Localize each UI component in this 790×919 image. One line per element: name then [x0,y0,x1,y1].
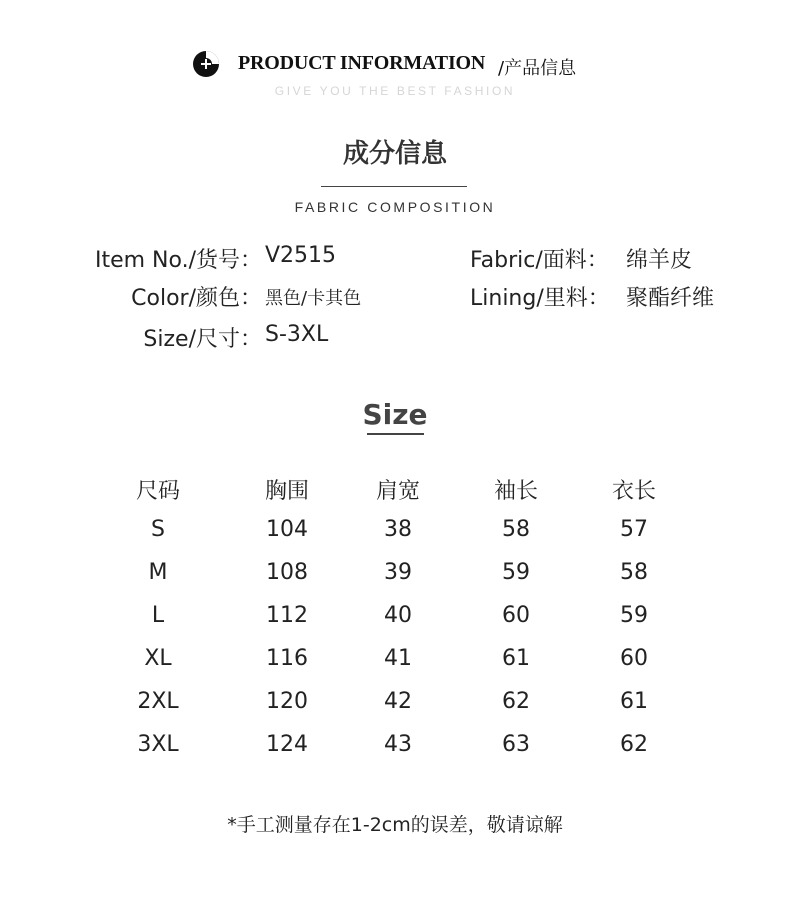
tagline: GIVE YOU THE BEST FASHION [274,84,516,98]
cell-size: 2XL [137,689,179,714]
header-sleeve: 袖长 [493,479,538,504]
cell-size: L [151,603,165,628]
product-info-header [192,48,612,80]
cell-sleeve: 59 [502,560,530,585]
color-value: 黑色/卡其色 [265,288,362,309]
fabric-label: Fabric/面料： [470,248,609,273]
page-title-en: PRODUCT INFORMATION [238,52,486,74]
cell-chest: 120 [266,689,308,714]
cell-chest: 116 [266,646,308,671]
cell-size: M [148,560,168,585]
cell-length: 58 [620,560,648,585]
size-title-underline [367,433,424,435]
cell-shoulder: 40 [384,603,412,628]
size-label: Size/尺寸： [143,327,262,352]
size-value: S-3XL [265,322,329,347]
cell-length: 62 [620,732,648,757]
table-row [98,517,698,560]
section-divider [321,186,467,187]
cell-sleeve: 63 [502,732,530,757]
table-row [98,603,698,646]
cell-shoulder: 42 [384,689,412,714]
section-title-cn: 成分信息 [342,139,447,169]
cell-size: S [151,517,165,542]
cell-length: 57 [620,517,648,542]
table-row [98,689,698,732]
info-row-size [0,322,790,352]
table-row [98,560,698,603]
cell-size: 3XL [137,732,179,757]
cell-sleeve: 60 [502,603,530,628]
table-row [98,646,698,689]
lining-label: Lining/里料： [470,286,610,311]
header-length: 衣长 [611,479,656,504]
cell-chest: 104 [266,517,308,542]
size-table [98,474,698,775]
cell-shoulder: 38 [384,517,412,542]
item-no-value: V2515 [265,243,337,268]
cell-shoulder: 39 [384,560,412,585]
info-row-fabric [0,243,790,273]
cell-length: 61 [620,689,648,714]
cell-sleeve: 61 [502,646,530,671]
cell-sleeve: 62 [502,689,530,714]
color-label: Color/颜色： [131,286,262,311]
cell-length: 59 [620,603,648,628]
cell-shoulder: 41 [384,646,412,671]
header-chest: 胸围 [264,479,309,504]
cell-shoulder: 43 [384,732,412,757]
info-row-lining [0,281,790,311]
measurement-note: *手工测量存在1-2cm的误差，敬请谅解 [227,814,563,836]
item-no-label: Item No./货号： [94,248,262,273]
cell-chest: 124 [266,732,308,757]
cell-size: XL [144,646,172,671]
header-shoulder: 肩宽 [375,479,420,504]
section-title-en: FABRIC COMPOSITION [294,199,496,215]
cell-length: 60 [620,646,648,671]
page-title-cn: /产品信息 [498,58,577,79]
plus-circle-icon [192,50,220,78]
cell-sleeve: 58 [502,517,530,542]
table-header-row [98,474,698,517]
cell-chest: 108 [266,560,308,585]
cell-chest: 112 [266,603,308,628]
size-chart-title: Size [362,398,428,431]
table-row [98,732,698,775]
header-size: 尺码 [135,479,180,504]
fabric-value: 绵羊皮 [626,248,693,273]
lining-value: 聚酯纤维 [626,286,715,311]
